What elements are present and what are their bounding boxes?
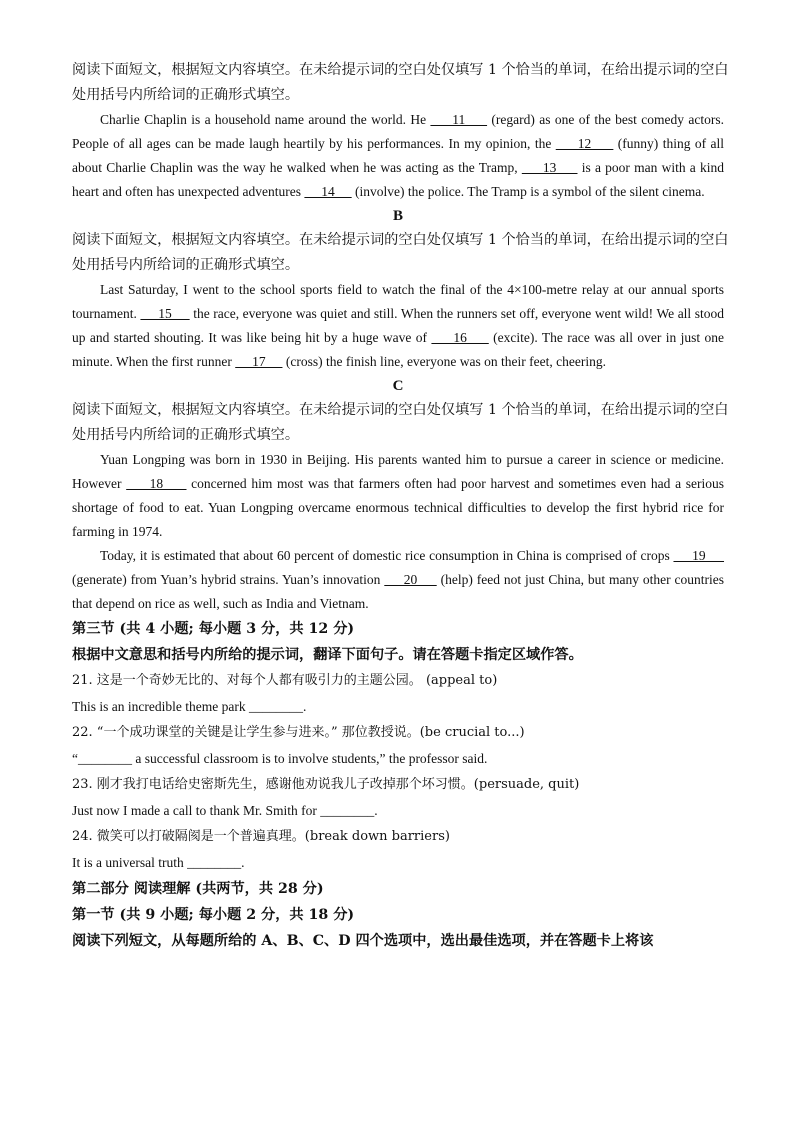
section-c-label: C (392, 378, 404, 394)
instruction-c-line-2: 处用括号内所给词的正确形式填空。 (72, 427, 300, 443)
translation-question-21: 21. 这是一个奇妙无比的、对每个人都有吸引力的主题公园。 (appeal to) (72, 673, 498, 688)
blank-12[interactable]: 12 (555, 136, 614, 151)
instruction-b-line-1: 阅读下面短文，根据短文内容填空。在未给提示词的空白处仅填写 1 个恰当的单词，在给出提示词的空白 (72, 232, 729, 248)
passage-c-paragraph-1: Yuan Longping was born in 1930 in Beijing. His parents wanted him to pursue a career in science or medicine. However 18 concerned him most was that farmers often had poor harvest and sometimes even had a serious shortage of food to eat. Yuan Longping overcame enormous technical difficulties to develop the first hybrid rice for farming in 1974. (72, 452, 725, 539)
translation-answer-23[interactable]: Just now I made a call to thank Mr. Smith for ________. (72, 803, 378, 818)
translation-question-24: 24. 微笑可以打破隔阂是一个普遍真理。(break down barriers) (72, 829, 450, 844)
exam-page (72, 58, 729, 954)
instruction-b-line-2: 处用括号内所给词的正确形式填空。 (72, 257, 300, 273)
section1-heading: 第一节 (共 9 小题; 每小题 2 分，共 18 分) (72, 907, 355, 923)
blank-11[interactable]: 11 (430, 112, 488, 127)
translation-answer-22[interactable]: “________ a successful classroom is to involve students,” the professor said. (72, 751, 488, 766)
instruction-c-line-1: 阅读下面短文，根据短文内容填空。在未给提示词的空白处仅填写 1 个恰当的单词，在给出提示词的空白 (72, 402, 729, 418)
blank-18[interactable]: 18 (126, 476, 187, 491)
translation-answer-21[interactable]: This is an incredible theme park ________. (72, 699, 307, 714)
blank-20[interactable]: 20 (384, 572, 437, 587)
instruction-line-2: 处用括号内所给词的正确形式填空。 (72, 87, 300, 103)
translation-question-22: 22. “一个成功课堂的关键是让学生参与进来。” 那位教授说。(be crucial to...) (72, 725, 525, 740)
blank-13[interactable]: 13 (521, 160, 578, 175)
translation-question-23: 23. 刚才我打电话给史密斯先生，感谢他劝说我儿子改掉那个坏习惯。(persuade, quit) (72, 777, 580, 792)
translation-answer-24[interactable]: It is a universal truth ________. (72, 855, 245, 870)
part3-heading: 第三节 (共 4 小题; 每小题 3 分，共 12 分) (72, 621, 355, 637)
blank-19[interactable]: 19 (673, 548, 725, 563)
part2-heading: 第二部分 阅读理解 (共两节，共 28 分) (72, 881, 324, 897)
instruction-line-1: 阅读下面短文，根据短文内容填空。在未给提示词的空白处仅填写 1 个恰当的单词，在给出提示词的空白 (72, 62, 729, 78)
passage-c-paragraph-2: Today, it is estimated that about 60 percent of domestic rice consumption in China is comprised of crops 19 (generate) from Yuan’s hybrid strains. Yuan’s innovation 20 (help) feed not just China, but many other countries that depend on rice as well, such as India and Vietnam. (72, 548, 725, 611)
passage-a: Charlie Chaplin is a household name around the world. He 11 (regard) as one of the best comedy actors. People of all ages can be made laugh heartily by his performances. In my opinion, the 12 (funny) thing of all about Charlie Chaplin was the way he walked when he was acting as the Tramp, 13 is a poor man with a kind heart and often has unexpected adventures 14 (involve) the police. The Tramp is a symbol of the silent cinema. (72, 112, 725, 199)
blank-15[interactable]: 15 (140, 306, 190, 321)
blank-16[interactable]: 16 (431, 330, 489, 345)
blank-17[interactable]: 17 (235, 354, 283, 369)
reading-instruction: 阅读下列短文，从每题所给的 A、B、C、D 四个选项中，选出最佳选项，并在答题卡上将该 (72, 933, 654, 949)
passage-b: Last Saturday, I went to the school sports field to watch the final of the 4×100-metre relay at our annual sports tournament. 15 the race, everyone was quiet and still. When the runners set off, everyone went wild! We all stood up and started shouting. It was like being hit by a huge wave of 16 (excite). The race was all over in just one minute. When the first runner 17 (cross) the finish line, everyone was on their feet, cheering. (72, 282, 725, 369)
part3-instruction: 根据中文意思和括号内所给的提示词，翻译下面句子。请在答题卡指定区域作答。 (72, 647, 583, 663)
section-b-label: B (392, 208, 403, 224)
blank-14[interactable]: 14 (304, 184, 352, 199)
